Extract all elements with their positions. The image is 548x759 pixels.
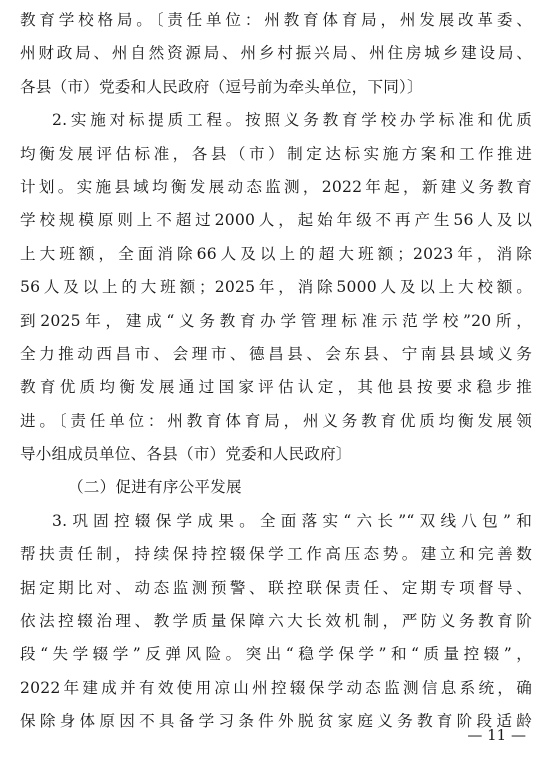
text-line: 学校规模原则上不超过2000人，起始年级不再产生56人及以 xyxy=(20,211,532,230)
text-line: 导小组成员单位、各县（市）党委和人民政府〕 xyxy=(20,445,352,464)
text-line: 计划。实施县域均衡发展动态监测，2022年起，新建义务教育 xyxy=(20,177,532,196)
text-line: 据定期比对、动态监测预警、联控联保责任、定期专项督导、 xyxy=(20,578,532,597)
text-line: 2022年建成并有效使用凉山州控辍保学动态监测信息系统，确 xyxy=(20,678,532,697)
text-line: 56人及以上的大班额；2025年，消除5000人及以上大校额。 xyxy=(20,278,532,297)
text-line: 帮扶责任制，持续保持控辍保学工作高压态势。建立和完善数 xyxy=(20,545,532,564)
text-line: 上大班额，全面消除66人及以上的超大班额；2023年，消除 xyxy=(20,244,532,263)
page-number: — 11 — xyxy=(467,726,526,744)
text-line: 均衡发展评估标准，各县（市）制定达标实施方案和工作推进 xyxy=(20,144,532,163)
text-line: 州财政局、州自然资源局、州乡村振兴局、州住房城乡建设局、 xyxy=(20,44,532,63)
paragraph-start-line: 2.实施对标提质工程。按照义务教育学校办学标准和优质 xyxy=(52,111,532,130)
text-line: 全力推动西昌市、会理市、德昌县、会东县、宁南县县域义务 xyxy=(20,344,532,363)
paragraph-start-line: 3.巩固控辍保学成果。全面落实“六长”“双线八包”和 xyxy=(52,511,532,530)
document-body xyxy=(20,4,532,739)
text-line: 各县（市）党委和人民政府（逗号前为牵头单位，下同）〕 xyxy=(20,77,423,96)
section-heading: （二）促进有序公平发展 xyxy=(68,478,242,497)
text-line: 进。〔责任单位：州教育体育局，州义务教育优质均衡发展领 xyxy=(20,411,532,430)
text-line: 依法控辍治理、教学质量保障六大长效机制，严防义务教育阶 xyxy=(20,612,532,631)
text-line: 段“失学辍学”反弹风险。突出“稳学保学”和“质量控辍”， xyxy=(20,645,532,664)
text-line: 保除身体原因不具备学习条件外脱贫家庭义务教育阶段适龄 xyxy=(20,712,532,731)
text-line: 到2025年，建成“义务教育办学管理标准示范学校”20所， xyxy=(20,311,532,330)
text-line: 教育学校格局。〔责任单位：州教育体育局，州发展改革委、 xyxy=(20,11,532,29)
text-line: 教育优质均衡发展通过国家评估认定，其他县按要求稳步推 xyxy=(20,378,532,397)
